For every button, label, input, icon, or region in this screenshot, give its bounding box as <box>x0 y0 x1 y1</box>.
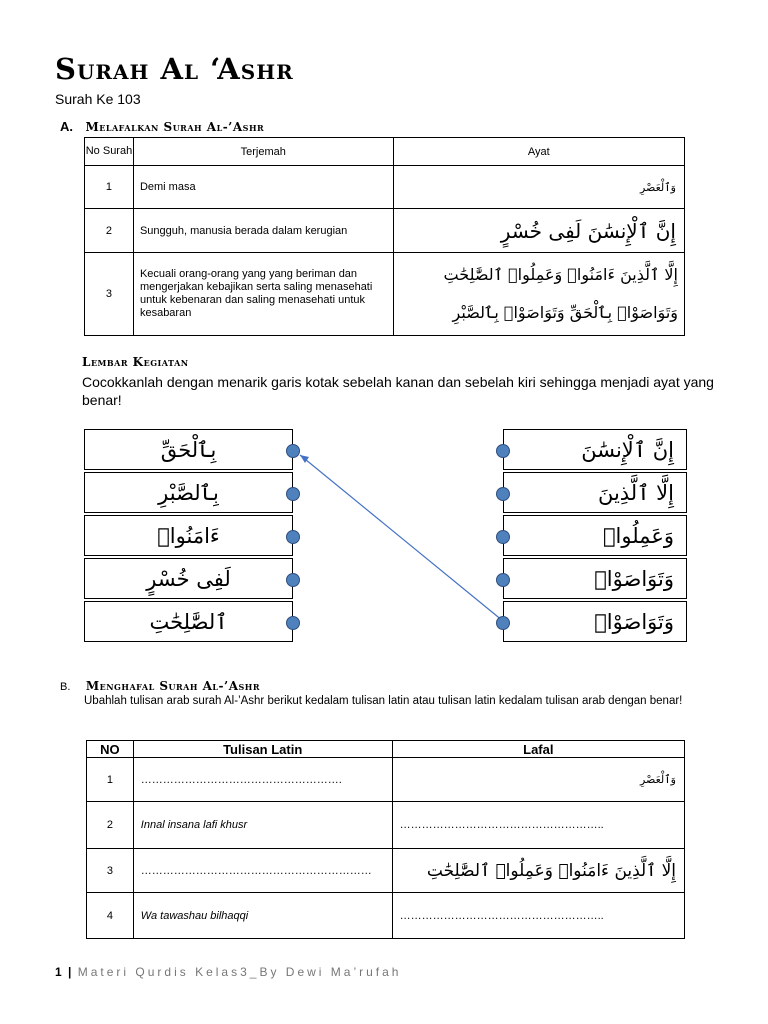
row-terjemah: Demi masa <box>133 166 393 209</box>
lembar-instruction: Cocokkanlah dengan menarik garis kotak sebelah kanan dan sebelah kiri sehingga menjadi ayat yang benar! <box>82 374 714 408</box>
page-footer <box>55 965 401 979</box>
left-connector-dot[interactable] <box>286 616 300 630</box>
section-a-title: Melafalkan Surah Al-’Ashr <box>85 120 265 134</box>
row-ayat: إِنَّ ٱلْإِنسَٰنَ لَفِى خُسْرٍ <box>393 209 684 253</box>
section-b-title: Menghafal Surah Al-’Ashr <box>85 679 260 693</box>
row-number: 1 <box>85 166 134 209</box>
right-connector-dot[interactable] <box>496 573 510 587</box>
left-phrase-box[interactable]: لَفِى خُسْرٍ <box>84 558 293 599</box>
col-lafal: Lafal <box>392 741 684 758</box>
latin-blank[interactable]: ……………………………………………………… <box>133 849 392 893</box>
left-phrase-box[interactable]: ٱلصَّٰلِحَٰتِ <box>84 601 293 642</box>
row-lafal: وَٱلْعَصْرِ <box>392 758 684 802</box>
section-b-heading <box>60 677 260 695</box>
row-number: 2 <box>87 802 134 849</box>
right-phrase-box[interactable]: إِنَّ ٱلْإِنسَٰنَ <box>503 429 687 470</box>
row-ayat: وَٱلْعَصْرِ <box>393 166 684 209</box>
footer-separator: | <box>68 965 72 979</box>
col-ayat: Ayat <box>393 138 684 166</box>
latin-blank[interactable]: ………………………………………………. <box>133 758 392 802</box>
lembar-kegiatan-heading: Lembar Kegiatan <box>82 355 189 369</box>
table-row <box>87 758 685 802</box>
table-row <box>87 849 685 893</box>
left-connector-dot[interactable] <box>286 487 300 501</box>
row-latin: Innal insana lafi khusr <box>133 802 392 849</box>
row-latin: Wa tawashau bilhaqqi <box>133 893 392 939</box>
section-b-instruction: Ubahlah tulisan arab surah Al-’Ashr berikut kedalam tulisan latin atau tulisan latin kedalam tulisan arab dengan benar! <box>84 695 683 707</box>
left-connector-dot[interactable] <box>286 530 300 544</box>
right-phrase-box[interactable]: وَتَوَاصَوْا۟ <box>503 558 687 599</box>
left-phrase-box[interactable]: بِٱلصَّبْرِ <box>84 472 293 513</box>
row-number: 4 <box>87 893 134 939</box>
page-title: Surah Al ‘Ashr <box>55 52 294 86</box>
hafalan-table-header <box>87 741 685 758</box>
hafalan-table <box>86 740 685 939</box>
row-lafal: إِلَّا ٱلَّذِينَ ءَامَنُوا۟ وَعَمِلُوا۟ ٱلصَّٰلِحَٰتِ <box>392 849 684 893</box>
left-connector-dot[interactable] <box>286 573 300 587</box>
table-row <box>87 802 685 849</box>
section-a-letter: A. <box>60 119 73 134</box>
col-no-surah: No Surah <box>85 138 134 166</box>
row-number: 2 <box>85 209 134 253</box>
row-number: 3 <box>87 849 134 893</box>
section-b-letter: B. <box>60 681 71 693</box>
left-connector-dot[interactable] <box>286 444 300 458</box>
table-row <box>87 893 685 939</box>
right-phrase-box[interactable]: وَتَوَاصَوْا۟ <box>503 601 687 642</box>
row-terjemah: Kecuali orang-orang yang yang beriman dan mengerjakan kebajikan serta saling menasehati untuk kebenaran dan saling menasehati untuk kesabaran <box>133 253 393 336</box>
right-connector-dot[interactable] <box>496 530 510 544</box>
ayat-line-1: إِلَّا ٱلَّذِينَ ءَامَنُوا۟ وَعَمِلُوا۟ ٱلصَّٰلِحَٰتِ <box>443 265 678 284</box>
footer-text: Materi Qurdis Kelas3_By Dewi Ma’rufah <box>77 965 402 979</box>
page-number: 1 <box>55 965 62 979</box>
left-phrase-box[interactable]: بِٱلْحَقِّ <box>84 429 293 470</box>
col-no: NO <box>87 741 134 758</box>
right-connector-dot[interactable] <box>496 444 510 458</box>
right-phrase-box[interactable]: وَعَمِلُوا۟ <box>503 515 687 556</box>
row-number: 1 <box>87 758 134 802</box>
right-connector-dot[interactable] <box>496 487 510 501</box>
lafal-blank[interactable]: ……………………………………………….. <box>392 893 684 939</box>
col-tulisan-latin: Tulisan Latin <box>133 741 392 758</box>
row-terjemah: Sungguh, manusia berada dalam kerugian <box>133 209 393 253</box>
right-connector-dot[interactable] <box>496 616 510 630</box>
right-phrase-box[interactable]: إِلَّا ٱلَّذِينَ <box>503 472 687 513</box>
lafal-blank[interactable]: ……………………………………………….. <box>392 802 684 849</box>
ayat-line-2: وَتَوَاصَوْا۟ بِٱلْحَقِّ وَتَوَاصَوْا۟ بِٱلصَّبْرِ <box>452 303 678 322</box>
left-phrase-box[interactable]: ءَامَنُوا۟ <box>84 515 293 556</box>
col-terjemah: Terjemah <box>133 138 393 166</box>
page-subtitle: Surah Ke 103 <box>55 91 141 107</box>
row-number: 3 <box>85 253 134 336</box>
